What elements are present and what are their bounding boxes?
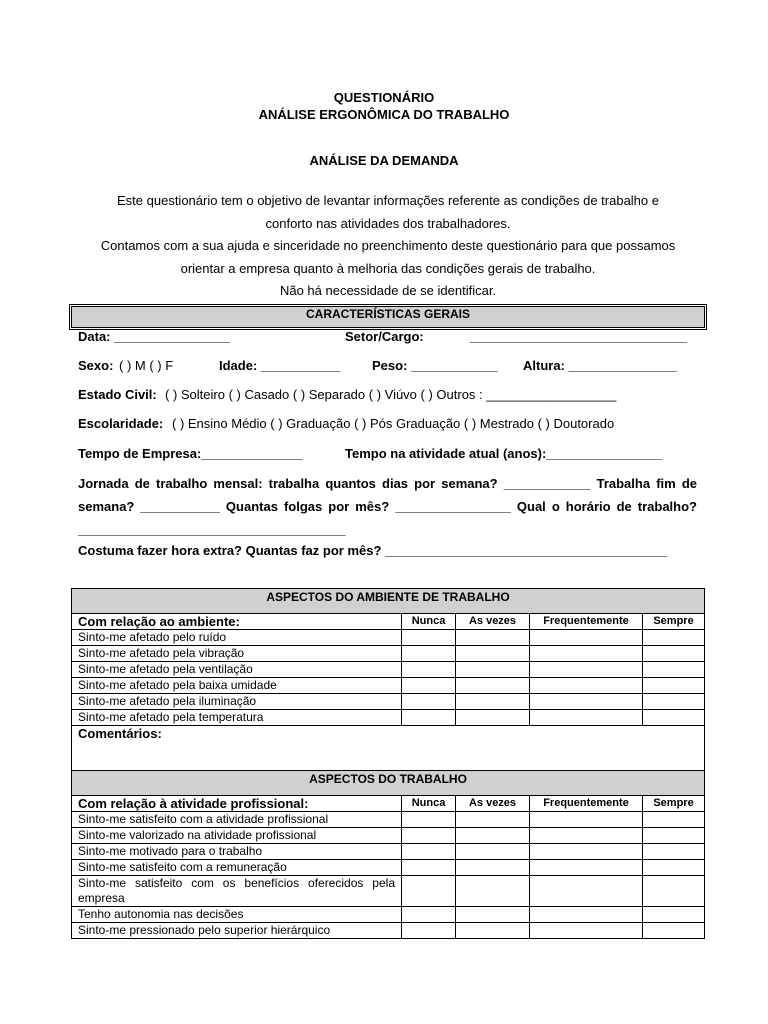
weight-field[interactable]: Peso: ____________	[372, 358, 498, 373]
answer-cell[interactable]	[530, 923, 643, 939]
answer-cell[interactable]	[530, 828, 643, 844]
answer-cell[interactable]	[643, 812, 705, 828]
environment-label: Com relação ao ambiente:	[72, 614, 402, 630]
answer-cell[interactable]	[643, 678, 705, 694]
answer-cell[interactable]	[530, 876, 643, 907]
answer-cell[interactable]	[456, 876, 530, 907]
answer-cell[interactable]	[456, 860, 530, 876]
answer-cell[interactable]	[402, 646, 456, 662]
answer-cell[interactable]	[643, 907, 705, 923]
answer-cell[interactable]	[530, 710, 643, 726]
answer-cell[interactable]	[402, 812, 456, 828]
answer-cell[interactable]	[456, 646, 530, 662]
answer-cell[interactable]	[643, 662, 705, 678]
answer-cell[interactable]	[402, 923, 456, 939]
answer-cell[interactable]	[402, 694, 456, 710]
answer-cell[interactable]	[643, 828, 705, 844]
answer-cell[interactable]	[643, 876, 705, 907]
sector-field[interactable]: ______________________________	[470, 329, 687, 344]
item-label: Sinto-me pressionado pelo superior hierárquico	[72, 923, 402, 939]
environment-header: ASPECTOS DO AMBIENTE DE TRABALHO	[72, 589, 705, 614]
table-row	[72, 694, 705, 710]
answer-cell[interactable]	[643, 710, 705, 726]
document-title: QUESTIONÁRIO	[333, 90, 435, 105]
education-label: Escolaridade:	[78, 416, 164, 431]
answer-cell[interactable]	[643, 860, 705, 876]
item-label: Sinto-me afetado pelo ruído	[72, 630, 402, 646]
column-sempre: Sempre	[643, 614, 705, 630]
sex-label: Sexo:	[78, 358, 114, 373]
item-label: Sinto-me satisfeito com a atividade profissional	[72, 812, 402, 828]
item-label: Sinto-me afetado pela ventilação	[72, 662, 402, 678]
intro-line: Este questionário tem o objetivo de levantar informações referente as condições de trabalho e	[117, 193, 659, 208]
answer-cell[interactable]	[530, 844, 643, 860]
answer-cell[interactable]	[456, 662, 530, 678]
marital-status-label: Estado Civil:	[78, 387, 157, 402]
work-aspects-label: Com relação à atividade profissional:	[72, 796, 402, 812]
table-row	[72, 678, 705, 694]
item-label: Sinto-me afetado pela baixa umidade	[72, 678, 402, 694]
intro-line: Contamos com a sua ajuda e sinceridade no preenchimento deste questionário para que possamos	[100, 238, 676, 253]
answer-cell[interactable]	[530, 646, 643, 662]
answer-cell[interactable]	[456, 678, 530, 694]
answer-cell[interactable]	[643, 694, 705, 710]
answer-cell[interactable]	[402, 876, 456, 907]
answer-cell[interactable]	[643, 923, 705, 939]
answer-cell[interactable]	[643, 630, 705, 646]
item-label: Sinto-me valorizado na atividade profissional	[72, 828, 402, 844]
intro-text	[60, 190, 716, 303]
answer-cell[interactable]	[456, 710, 530, 726]
column-as-vezes: As vezes	[456, 614, 530, 630]
answer-cell[interactable]	[530, 678, 643, 694]
environment-table	[71, 588, 705, 939]
work-aspects-header: ASPECTOS DO TRABALHO	[72, 771, 705, 796]
height-field[interactable]: Altura: _______________	[523, 358, 677, 373]
marital-status-options[interactable]: ( ) Solteiro ( ) Casado ( ) Separado ( ) Viúvo ( ) Outros : __________________	[165, 387, 617, 402]
item-label: Sinto-me afetado pela temperatura	[72, 710, 402, 726]
item-label: Sinto-me afetado pela vibração	[72, 646, 402, 662]
answer-cell[interactable]	[456, 812, 530, 828]
general-characteristics-header: CARACTERÍSTICAS GERAIS	[71, 306, 705, 328]
answer-cell[interactable]	[530, 662, 643, 678]
education-options[interactable]: ( ) Ensino Médio ( ) Graduação ( ) Pós Graduação ( ) Mestrado ( ) Doutorado	[172, 416, 615, 431]
table-row	[72, 876, 705, 907]
item-label: Sinto-me motivado para o trabalho	[72, 844, 402, 860]
answer-cell[interactable]	[402, 630, 456, 646]
overtime-question[interactable]: Costuma fazer hora extra? Quantas faz por mês? _______________________________________	[78, 543, 667, 558]
table-row	[72, 630, 705, 646]
company-time-field[interactable]: Tempo de Empresa:______________	[78, 446, 303, 461]
answer-cell[interactable]	[456, 630, 530, 646]
table-row	[72, 907, 705, 923]
answer-cell[interactable]	[402, 907, 456, 923]
table-row	[72, 923, 705, 939]
answer-cell[interactable]	[402, 828, 456, 844]
item-label: Tenho autonomia nas decisões	[72, 907, 402, 923]
answer-cell[interactable]	[456, 923, 530, 939]
workday-question[interactable]: Jornada de trabalho mensal: trabalha quantos dias por semana? ____________ Trabalha fim de semana? ___________ Quantas folgas por mês? ________________ Qual o horário de trabalho? _____________________________________	[78, 476, 697, 537]
answer-cell[interactable]	[402, 662, 456, 678]
column-as-vezes: As vezes	[456, 796, 530, 812]
age-field[interactable]: Idade: ___________	[219, 358, 341, 373]
table-row	[72, 710, 705, 726]
column-nunca: Nunca	[402, 614, 456, 630]
table-row	[72, 662, 705, 678]
item-label: Sinto-me satisfeito com a remuneração	[72, 860, 402, 876]
item-label: Sinto-me satisfeito com os benefícios oferecidos pela empresa	[72, 876, 402, 907]
table-row	[72, 646, 705, 662]
answer-cell[interactable]	[530, 694, 643, 710]
activity-time-field[interactable]: Tempo na atividade atual (anos):________________	[345, 446, 662, 461]
comments-field[interactable]: Comentários:	[72, 726, 705, 771]
column-sempre: Sempre	[643, 796, 705, 812]
sex-options[interactable]: ( ) M ( ) F	[119, 358, 174, 373]
answer-cell[interactable]	[456, 828, 530, 844]
answer-cell[interactable]	[402, 844, 456, 860]
table-row	[72, 844, 705, 860]
answer-cell[interactable]	[643, 844, 705, 860]
column-frequentemente: Frequentemente	[530, 796, 643, 812]
intro-line: Não há necessidade de se identificar.	[279, 283, 497, 298]
answer-cell[interactable]	[456, 844, 530, 860]
section-title: ANÁLISE DA DEMANDA	[309, 153, 459, 168]
answer-cell[interactable]	[402, 860, 456, 876]
date-field[interactable]: Data: ________________	[78, 329, 230, 344]
intro-line: orientar a empresa quanto à melhoria das condições gerais de trabalho.	[180, 260, 596, 276]
intro-line: conforto nas atividades dos trabalhadores.	[265, 215, 511, 231]
column-frequentemente: Frequentemente	[530, 614, 643, 630]
answer-cell[interactable]	[530, 630, 643, 646]
answer-cell[interactable]	[456, 907, 530, 923]
answer-cell[interactable]	[456, 694, 530, 710]
table-row	[72, 860, 705, 876]
sector-label: Setor/Cargo:	[345, 329, 424, 344]
column-nunca: Nunca	[402, 796, 456, 812]
answer-cell[interactable]	[530, 907, 643, 923]
table-row	[72, 828, 705, 844]
item-label: Sinto-me afetado pela iluminação	[72, 694, 402, 710]
answer-cell[interactable]	[402, 710, 456, 726]
answer-cell[interactable]	[530, 812, 643, 828]
table-row	[72, 812, 705, 828]
document-subtitle: ANÁLISE ERGONÔMICA DO TRABALHO	[258, 107, 510, 122]
answer-cell[interactable]	[530, 860, 643, 876]
answer-cell[interactable]	[643, 646, 705, 662]
answer-cell[interactable]	[402, 678, 456, 694]
